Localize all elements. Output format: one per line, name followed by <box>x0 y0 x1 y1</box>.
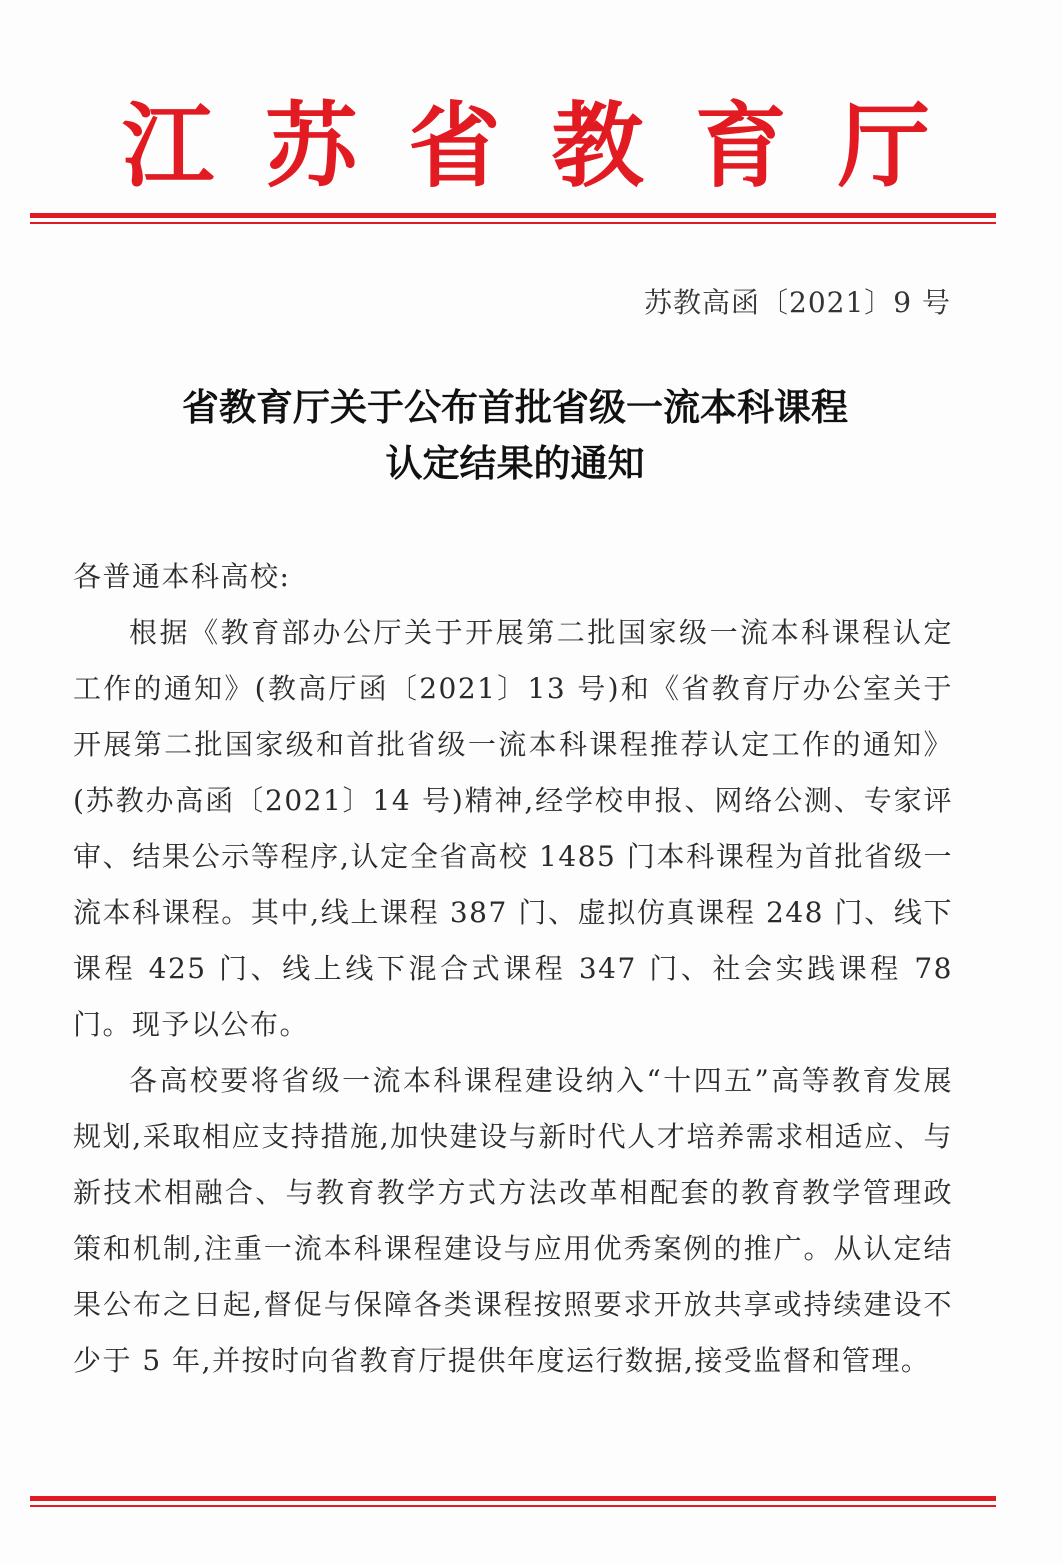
document-body <box>73 549 953 1389</box>
document-title <box>0 380 1030 492</box>
divider-thin-line <box>30 1505 996 1507</box>
divider-thick-line <box>30 213 996 218</box>
masthead-char: 江 <box>122 93 215 200</box>
title-line-2: 认定结果的通知 <box>385 442 645 485</box>
masthead-char: 教 <box>551 93 644 200</box>
masthead-char: 育 <box>694 93 787 200</box>
body-paragraph-2: 各高校要将省级一流本科课程建设纳入“十四五”高等教育发展规划,采取相应支持措施,加快建设与新时代人才培养需求相适应、与新技术相融合、与教育教学方式方法改革相配套的教育教学管理政策和机制,注重一流本科课程建设与应用优秀案例的推广。从认定结果公布之日起,督促与保障各类课程按照要求开放共享或持续建设不少于 5 年,并按时向省教育厅提供年度运行数据,接受监督和管理。 <box>73 1064 953 1377</box>
masthead-char: 厅 <box>837 93 930 200</box>
masthead-divider <box>30 213 996 224</box>
salutation: 各普通本科高校: <box>73 560 291 593</box>
title-line-1: 省教育厅关于公布首批省级一流本科课程 <box>182 386 848 429</box>
footer-divider <box>30 1496 996 1507</box>
document-number: 苏教高函〔2021〕9 号 <box>644 286 951 319</box>
masthead-title <box>30 92 1026 202</box>
masthead-char: 苏 <box>265 93 358 200</box>
divider-thin-line <box>30 222 996 224</box>
masthead-char: 省 <box>408 93 501 200</box>
divider-thick-line <box>30 1496 996 1501</box>
body-paragraph-1: 根据《教育部办公厅关于开展第二批国家级一流本科课程认定工作的通知》(教高厅函〔2021〕13 号)和《省教育厅办公室关于开展第二批国家级和首批省级一流本科课程推荐认定工作的通知》(苏教办高函〔2021〕14 号)精神,经学校申报、网络公测、专家评审、结果公示等程序,认定全省高校 1485 门本科课程为首批省级一流本科课程。其中,线上课程 387 门、虚拟仿真课程 248 门、线下课程 425 门、线上线下混合式课程 347 门、社会实践课程 78 门。现予以公布。 <box>73 616 953 1041</box>
